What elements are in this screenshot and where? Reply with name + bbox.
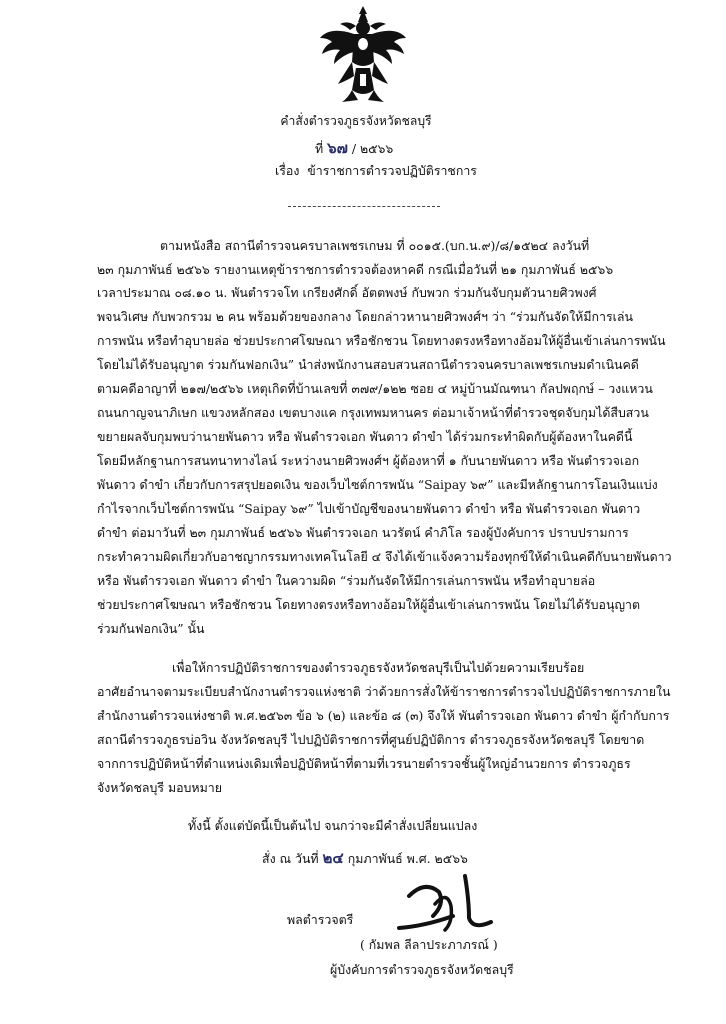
- signatory-position: ผู้บังคับการตำรวจภูธรจังหวัดชลบุรี: [330, 962, 514, 977]
- paragraph-line: กำไรจากเว็บไซต์การพนัน “Saipay ๖๙” ไปเข้าบัญชีของนายพันดาว ดำขำ หรือ พันตำรวจเอก พันดาว: [97, 501, 641, 516]
- header-divider: [288, 206, 440, 207]
- subject-label: เรื่อง: [275, 163, 300, 178]
- paragraph-line: หรือ พันตำรวจเอก พันดาว ดำขำ ในความผิด “ร่วมกันจัดให้มีการเล่นการพนัน หรือทำอุบายล่อ: [97, 573, 596, 588]
- signatory-rank: พลตำรวจตรี: [287, 912, 354, 927]
- paragraph-line: ตามหนังสือ สถานีตำรวจนครบาลเพชรเกษม ที่ ๐๐๑๕.(บก.น.๙)/๘/๑๕๒๔ ลงวันที่: [160, 238, 590, 253]
- paragraph-line: ตามคดีอาญาที่ ๒๑๗/๒๕๖๖ เหตุเกิดที่บ้านเลขที่ ๓๗๙/๑๒๒ ซอย ๔ หมู่บ้านมัณฑนา กัลปพฤกษ์ – วงแหวน: [97, 381, 653, 396]
- order-number-value: ๖๗: [327, 139, 348, 157]
- paragraph-line: โดยมีหลักฐานการสนทนาทางไลน์ ระหว่างนายศิวพงศ์ฯ ผู้ต้องหาที่ ๑ กับนายพันดาว หรือ พันตำรวจเอก: [97, 453, 640, 468]
- paragraph-line: ๒๓ กุมภาพันธ์ ๒๕๖๖ รายงานเหตุข้าราชการตำรวจต้องหาคดี กรณีเมื่อวันที่ ๒๑ กุมภาพันธ์ ๒๕๖๖: [97, 262, 614, 277]
- order-subject: [275, 162, 477, 181]
- order-date-month-year: กุมภาพันธ์ พ.ศ. ๒๕๖๖: [347, 851, 468, 866]
- paragraph-line: จังหวัดชลบุรี มอบหมาย: [97, 780, 222, 795]
- garuda-emblem-icon: [318, 4, 408, 104]
- paragraph-line: เวลาประมาณ ๐๘.๑๐ น. พันตำรวจโท เกรียงศักดิ์ อัตตพงษ์ กับพวก ร่วมกันจับกุมตัวนายศิวพงศ์: [97, 285, 597, 300]
- order-date: [262, 846, 468, 870]
- paragraph-line: ถนนกาญจนาภิเษก แขวงหลักสอง เขตบางแค กรุงเทพมหานคร ต่อมาเจ้าหน้าที่ตำรวจชุดจับกุมได้สืบสวน: [97, 405, 649, 420]
- order-number-year: / ๒๕๖๖: [351, 141, 394, 156]
- paragraph-line: ร่วมกันฟอกเงิน” นั้น: [97, 621, 205, 636]
- paragraph-line: การพนัน หรือทำอุบายล่อ ช่วยประกาศโฆษณา หรือชักชวน โดยทางตรงหรือทางอ้อมให้ผู้อื่นเข้าเล่นการพนัน: [97, 333, 666, 348]
- paragraph-line: พจนวิเศษ กับพวกรวม ๒ คน พร้อมด้วยของกลาง โดยกล่าวหานายศิวพงศ์ฯ ว่า “ร่วมกันจัดให้มีการเล่น: [97, 309, 633, 324]
- order-title: คำสั่งตำรวจภูธรจังหวัดชลบุรี: [280, 113, 432, 128]
- subject-text: ข้าราชการตำรวจปฏิบัติราชการ: [307, 163, 477, 178]
- paragraph-line: พันดาว ดำขำ เกี่ยวกับการสรุปยอดเงิน ของเว็บไซต์การพนัน “Saipay ๖๙” และมีหลักฐานการโอนเงินแบ่ง: [97, 477, 658, 492]
- order-number-prefix: ที่: [315, 141, 324, 156]
- paragraph-line: ขยายผลจับกุมพบว่านายพันดาว หรือ พันตำรวจเอก พันดาว ดำขำ ได้ร่วมกระทำผิดกับผู้ต้องหาในคดีนี้: [97, 429, 633, 444]
- paragraph-line: โดยไม่ได้รับอนุญาต ร่วมกันฟอกเงิน” นำส่งพนักงานสอบสวนสถานีตำรวจนครบาลเพชรเกษมดำเนินคดี: [97, 357, 639, 372]
- paragraph-line: กระทำความผิดเกี่ยวกับอาชญากรรมทางเทคโนโลยี ๔ จึงได้เข้าแจ้งความร้องทุกข์ให้ดำเนินคดีกับนายพันดาว: [97, 549, 672, 564]
- signatory-name: ( กัมพล ลีลาประภาภรณ์ ): [360, 937, 498, 952]
- paragraph-3: ทั้งนี้ ตั้งแต่บัดนี้เป็นต้นไป จนกว่าจะมีคำสั่งเปลี่ยนแปลง: [188, 818, 478, 833]
- paragraph-line: จากการปฏิบัติหน้าที่ตำแหน่งเดิมเพื่อปฏิบัติหน้าที่ตามที่เวรนายตำรวจชั้นผู้ใหญ่อำนวยการ ตำรวจภูธร: [97, 756, 631, 771]
- order-date-prefix: สั่ง ณ วันที่: [262, 851, 319, 866]
- order-date-day: ๒๔: [322, 849, 344, 867]
- order-number: [315, 136, 393, 160]
- paragraph-line: อาศัยอำนาจตามระเบียบสำนักงานตำรวจแห่งชาติ ว่าด้วยการสั่งให้ข้าราชการตำรวจไปปฏิบัติราชการภายใน: [97, 684, 671, 699]
- paragraph-line: สถานีตำรวจภูธรบ่อวิน จังหวัดชลบุรี ไปปฏิบัติราชการที่ศูนย์ปฏิบัติการ ตำรวจภูธรจังหวัดชลบุรี โดยขาด: [97, 732, 645, 747]
- paragraph-line: เพื่อให้การปฏิบัติราชการของตำรวจภูธรจังหวัดชลบุรีเป็นไปด้วยความเรียบร้อย: [172, 660, 585, 675]
- paragraph-line: ดำขำ ต่อมาวันที่ ๒๓ กุมภาพันธ์ ๒๕๖๖ พันตำรวจเอก นวรัตน์ คำภิโล รองผู้บังคับการ ปราบปรามการ: [97, 525, 629, 540]
- paragraph-line: สำนักงานตำรวจแห่งชาติ พ.ศ.๒๕๖๓ ข้อ ๖ (๒) และข้อ ๘ (๓) จึงให้ พันตำรวจเอก พันดาว ดำขำ ผู้กำกับการ: [97, 708, 670, 723]
- paragraph-line: ช่วยประกาศโฆษณา หรือชักชวน โดยทางตรงหรือทางอ้อมให้ผู้อื่นเข้าเล่นการพนัน โดยไม่ได้รับอนุญาต: [97, 597, 641, 612]
- handwritten-signature: [395, 870, 515, 940]
